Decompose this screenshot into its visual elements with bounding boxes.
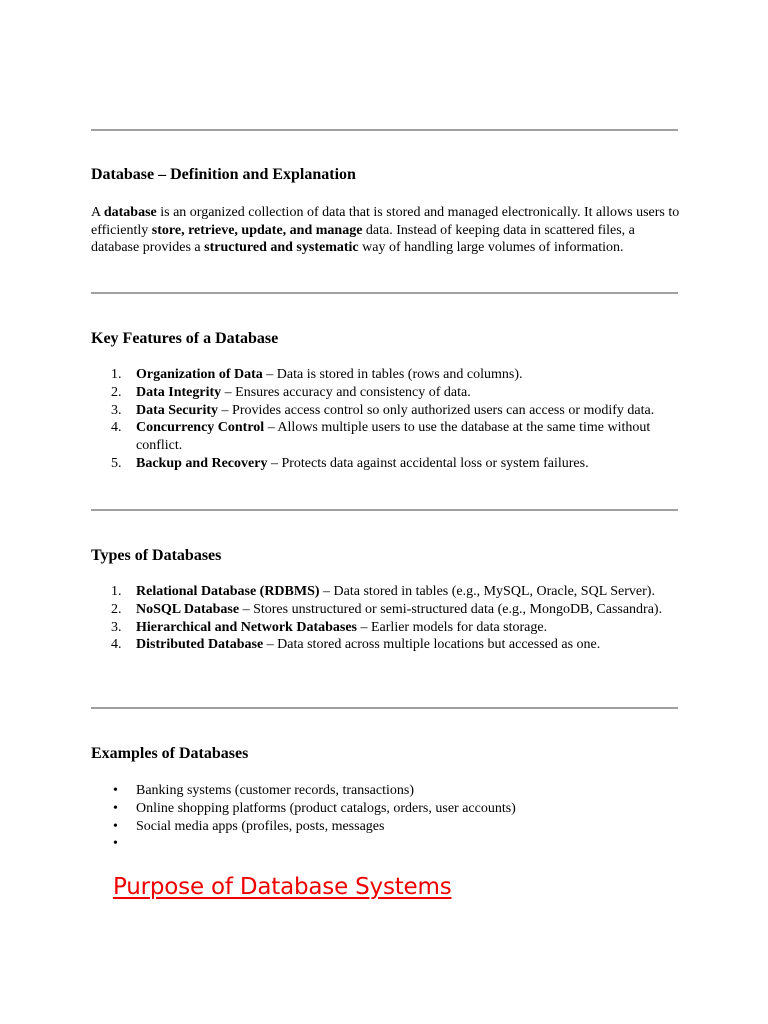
- section-heading-features: Key Features of a Database: [91, 330, 279, 347]
- bullet-icon: •: [113, 818, 118, 834]
- list-number: 1.: [111, 584, 122, 599]
- purpose-heading: Purpose of Database Systems: [113, 874, 452, 900]
- list-item: [91, 583, 683, 601]
- list-description: – Data stored across multiple locations but accessed as one.: [263, 637, 601, 653]
- horizontal-rule: [91, 509, 678, 511]
- list-number: 3.: [111, 619, 122, 635]
- bullet-icon: •: [113, 783, 118, 798]
- list-description: – Allows multiple users to use the database at the same time without conflict.: [136, 420, 651, 454]
- list-item: [91, 619, 683, 637]
- list-term: Relational Database (RDBMS): [136, 584, 320, 599]
- list-number: 4.: [111, 420, 122, 436]
- list-term: NoSQL Database: [136, 601, 240, 617]
- list-description: – Provides access control so only authorized users can access or modify data.: [218, 402, 655, 418]
- list-item: [91, 818, 683, 836]
- list-term: Hierarchical and Network Databases: [136, 619, 357, 635]
- list-item: [91, 366, 683, 384]
- types-list: [91, 583, 683, 654]
- paragraph-text: way of handling large volumes of information.: [358, 240, 624, 255]
- list-description: – Stores unstructured or semi-structured data (e.g., MongoDB, Cassandra).: [239, 601, 663, 617]
- list-number: 2.: [111, 384, 122, 400]
- list-item: [91, 402, 683, 420]
- list-description: – Data stored in tables (e.g., MySQL, Oracle, SQL Server).: [319, 584, 655, 599]
- list-number: 1.: [111, 367, 122, 382]
- bold-term: database: [103, 205, 157, 220]
- list-item: [91, 636, 683, 654]
- horizontal-rule: [91, 707, 678, 709]
- section-heading-examples: Examples of Databases: [91, 745, 249, 762]
- list-description: – Ensures accuracy and consistency of data.: [221, 384, 471, 400]
- list-text: Banking systems (customer records, transactions): [136, 783, 414, 798]
- list-description: – Protects data against accidental loss or system failures.: [267, 455, 589, 471]
- list-text: Social media apps (profiles, posts, messages: [136, 818, 385, 834]
- list-text: Online shopping platforms (product catalogs, orders, user accounts): [136, 800, 516, 816]
- examples-list: [91, 782, 683, 853]
- list-item: [91, 455, 683, 473]
- list-term: Backup and Recovery: [136, 455, 268, 471]
- bullet-icon: •: [113, 800, 118, 816]
- paragraph-text: A: [91, 205, 104, 220]
- list-item: [91, 384, 683, 402]
- list-number: 3.: [111, 402, 122, 418]
- list-text: [136, 836, 140, 851]
- list-number: 5.: [111, 455, 122, 471]
- list-item: [91, 835, 683, 853]
- horizontal-rule: [91, 129, 678, 131]
- list-description: – Data is stored in tables (rows and columns).: [262, 367, 523, 382]
- list-item: [91, 782, 683, 800]
- list-term: Data Security: [136, 402, 219, 418]
- paragraph-text: is an organized collection of data that is stored and managed electronically. It allows users to efficiently: [91, 205, 680, 238]
- bold-term: store, retrieve, update, and manage: [151, 222, 363, 238]
- list-item: [91, 601, 683, 619]
- list-description: – Earlier models for data storage.: [357, 619, 548, 635]
- section-heading-definition: Database – Definition and Explanation: [91, 166, 356, 183]
- list-number: 2.: [111, 601, 122, 617]
- paragraph-text: data. Instead of keeping data in scattered files, a database provides a: [91, 222, 635, 255]
- list-term: Data Integrity: [136, 384, 222, 400]
- list-term: Organization of Data: [136, 367, 263, 382]
- list-item: [91, 419, 683, 455]
- horizontal-rule: [91, 292, 678, 294]
- bullet-icon: •: [113, 836, 118, 852]
- section-heading-types: Types of Databases: [91, 547, 222, 564]
- definition-paragraph: [91, 204, 683, 257]
- features-list: [91, 366, 683, 473]
- list-number: 4.: [111, 637, 122, 653]
- list-term: Distributed Database: [136, 637, 264, 653]
- list-term: Concurrency Control: [136, 420, 265, 436]
- list-item: [91, 800, 683, 818]
- bold-term: structured and systematic: [204, 240, 359, 255]
